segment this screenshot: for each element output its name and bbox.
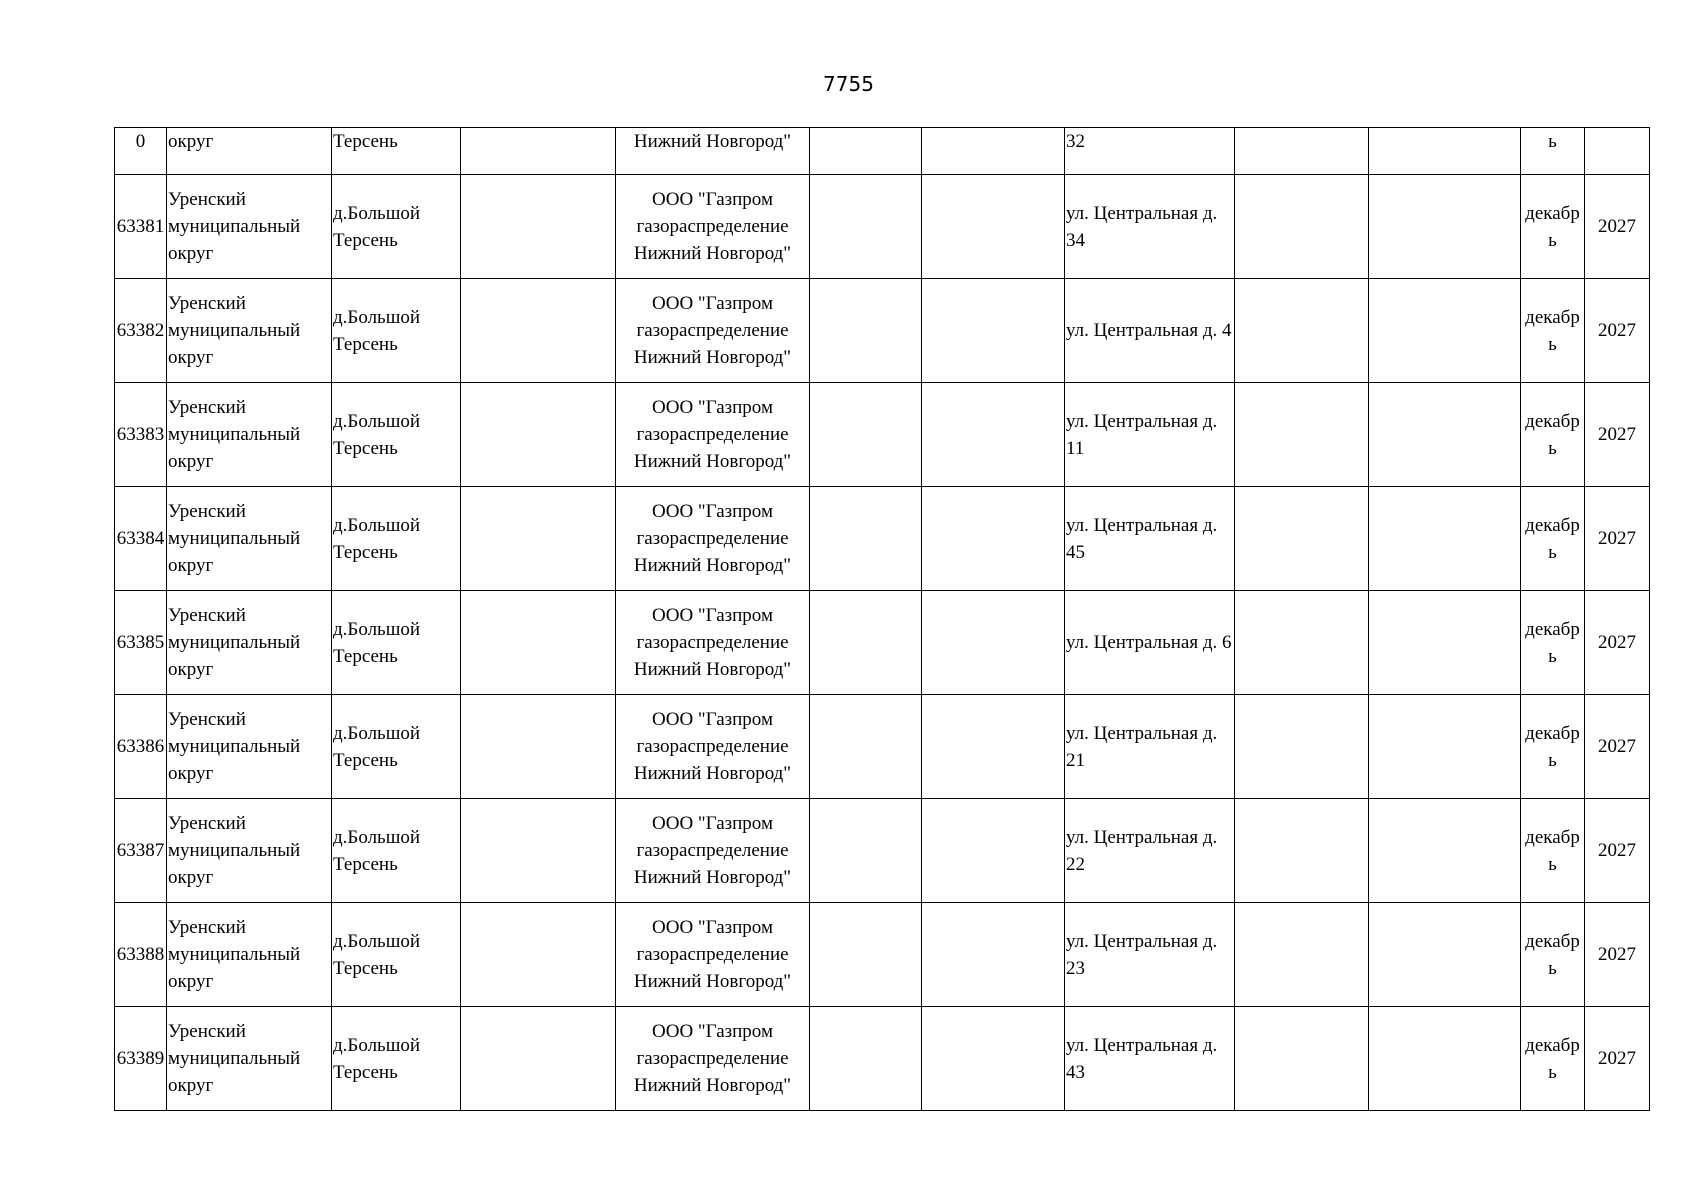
- empty-cell: [461, 1007, 616, 1111]
- empty-cell: [810, 383, 922, 487]
- year-cell: 2027: [1585, 383, 1650, 487]
- empty-cell: [810, 695, 922, 799]
- row-number-cell: 63387: [115, 799, 167, 903]
- table-row: [115, 279, 1650, 383]
- month-cell: декабрь: [1521, 383, 1585, 487]
- district-cell: Уренский муниципальный округ: [167, 799, 332, 903]
- empty-cell: [1235, 279, 1369, 383]
- empty-cell: [1235, 128, 1369, 175]
- empty-cell: [461, 695, 616, 799]
- year-cell: 2027: [1585, 591, 1650, 695]
- empty-cell: [461, 128, 616, 175]
- settlement-cell: д.Большой Терсень: [332, 799, 461, 903]
- table-row: [115, 128, 1650, 175]
- address-cell: ул. Центральная д. 21: [1065, 695, 1235, 799]
- organization-cell: ООО "Газпром газораспределение Нижний Новгород": [616, 383, 810, 487]
- empty-cell: [922, 175, 1065, 279]
- year-cell: 2027: [1585, 1007, 1650, 1111]
- organization-cell: ООО "Газпром газораспределение Нижний Новгород": [616, 279, 810, 383]
- month-cell: декабрь: [1521, 903, 1585, 1007]
- register-table: [114, 127, 1650, 1111]
- year-cell: 2027: [1585, 799, 1650, 903]
- organization-cell: ООО "Газпром газораспределение Нижний Новгород": [616, 1007, 810, 1111]
- page-number: 7755: [823, 72, 874, 96]
- empty-cell: [1235, 175, 1369, 279]
- month-cell: декабрь: [1521, 591, 1585, 695]
- address-cell: ул. Центральная д. 34: [1065, 175, 1235, 279]
- empty-cell: [922, 1007, 1065, 1111]
- settlement-cell: д.Большой Терсень: [332, 175, 461, 279]
- settlement-cell: Терсень: [332, 128, 461, 175]
- empty-cell: [922, 487, 1065, 591]
- year-cell: 2027: [1585, 487, 1650, 591]
- empty-cell: [810, 591, 922, 695]
- month-cell: декабрь: [1521, 279, 1585, 383]
- empty-cell: [461, 383, 616, 487]
- empty-cell: [1369, 1007, 1521, 1111]
- settlement-cell: д.Большой Терсень: [332, 695, 461, 799]
- empty-cell: [461, 487, 616, 591]
- table-row: [115, 1007, 1650, 1111]
- year-cell: 2027: [1585, 175, 1650, 279]
- year-cell: 2027: [1585, 903, 1650, 1007]
- empty-cell: [810, 487, 922, 591]
- district-cell: Уренский муниципальный округ: [167, 383, 332, 487]
- row-number-cell: 63382: [115, 279, 167, 383]
- table-row: [115, 175, 1650, 279]
- month-cell: декабрь: [1521, 799, 1585, 903]
- empty-cell: [1235, 591, 1369, 695]
- month-cell: декабрь: [1521, 695, 1585, 799]
- empty-cell: [1235, 1007, 1369, 1111]
- row-number-cell: 63389: [115, 1007, 167, 1111]
- empty-cell: [1369, 279, 1521, 383]
- row-number-cell: 63385: [115, 591, 167, 695]
- organization-cell: ООО "Газпром газораспределение Нижний Новгород": [616, 903, 810, 1007]
- empty-cell: [1369, 591, 1521, 695]
- row-number-cell: 0: [115, 128, 167, 175]
- row-number-cell: 63381: [115, 175, 167, 279]
- row-number-cell: 63386: [115, 695, 167, 799]
- district-cell: Уренский муниципальный округ: [167, 1007, 332, 1111]
- empty-cell: [1369, 383, 1521, 487]
- empty-cell: [810, 128, 922, 175]
- district-cell: Уренский муниципальный округ: [167, 279, 332, 383]
- table-row: [115, 903, 1650, 1007]
- empty-cell: [922, 128, 1065, 175]
- address-cell: ул. Центральная д. 43: [1065, 1007, 1235, 1111]
- address-cell: ул. Центральная д. 6: [1065, 591, 1235, 695]
- month-cell: декабрь: [1521, 487, 1585, 591]
- settlement-cell: д.Большой Терсень: [332, 487, 461, 591]
- empty-cell: [922, 591, 1065, 695]
- row-number-cell: 63388: [115, 903, 167, 1007]
- district-cell: Уренский муниципальный округ: [167, 175, 332, 279]
- empty-cell: [922, 279, 1065, 383]
- empty-cell: [461, 175, 616, 279]
- year-cell: 2027: [1585, 695, 1650, 799]
- organization-cell: Нижний Новгород": [616, 128, 810, 175]
- empty-cell: [1369, 175, 1521, 279]
- settlement-cell: д.Большой Терсень: [332, 591, 461, 695]
- district-cell: Уренский муниципальный округ: [167, 903, 332, 1007]
- organization-cell: ООО "Газпром газораспределение Нижний Новгород": [616, 591, 810, 695]
- district-cell: Уренский муниципальный округ: [167, 591, 332, 695]
- month-cell: ь: [1521, 128, 1585, 175]
- year-cell: 2027: [1585, 279, 1650, 383]
- table-row: [115, 487, 1650, 591]
- empty-cell: [1369, 903, 1521, 1007]
- district-cell: Уренский муниципальный округ: [167, 487, 332, 591]
- settlement-cell: д.Большой Терсень: [332, 1007, 461, 1111]
- empty-cell: [810, 279, 922, 383]
- empty-cell: [461, 799, 616, 903]
- empty-cell: [461, 903, 616, 1007]
- address-cell: ул. Центральная д. 45: [1065, 487, 1235, 591]
- empty-cell: [810, 903, 922, 1007]
- empty-cell: [922, 903, 1065, 1007]
- table-row: [115, 383, 1650, 487]
- empty-cell: [1369, 695, 1521, 799]
- settlement-cell: д.Большой Терсень: [332, 383, 461, 487]
- empty-cell: [1235, 799, 1369, 903]
- address-cell: ул. Центральная д. 11: [1065, 383, 1235, 487]
- settlement-cell: д.Большой Терсень: [332, 903, 461, 1007]
- empty-cell: [1369, 128, 1521, 175]
- table-row: [115, 799, 1650, 903]
- month-cell: декабрь: [1521, 175, 1585, 279]
- district-cell: округ: [167, 128, 332, 175]
- empty-cell: [922, 695, 1065, 799]
- empty-cell: [922, 799, 1065, 903]
- empty-cell: [810, 1007, 922, 1111]
- empty-cell: [461, 279, 616, 383]
- settlement-cell: д.Большой Терсень: [332, 279, 461, 383]
- empty-cell: [1235, 487, 1369, 591]
- year-cell: [1585, 128, 1650, 175]
- table-row: [115, 695, 1650, 799]
- address-cell: ул. Центральная д. 22: [1065, 799, 1235, 903]
- address-cell: 32: [1065, 128, 1235, 175]
- organization-cell: ООО "Газпром газораспределение Нижний Новгород": [616, 799, 810, 903]
- empty-cell: [1369, 799, 1521, 903]
- empty-cell: [1235, 903, 1369, 1007]
- empty-cell: [922, 383, 1065, 487]
- district-cell: Уренский муниципальный округ: [167, 695, 332, 799]
- address-cell: ул. Центральная д. 4: [1065, 279, 1235, 383]
- address-cell: ул. Центральная д. 23: [1065, 903, 1235, 1007]
- table-row: [115, 591, 1650, 695]
- organization-cell: ООО "Газпром газораспределение Нижний Новгород": [616, 695, 810, 799]
- organization-cell: ООО "Газпром газораспределение Нижний Новгород": [616, 487, 810, 591]
- empty-cell: [461, 591, 616, 695]
- empty-cell: [810, 175, 922, 279]
- row-number-cell: 63384: [115, 487, 167, 591]
- month-cell: декабрь: [1521, 1007, 1585, 1111]
- empty-cell: [1235, 383, 1369, 487]
- empty-cell: [1235, 695, 1369, 799]
- empty-cell: [1369, 487, 1521, 591]
- organization-cell: ООО "Газпром газораспределение Нижний Новгород": [616, 175, 810, 279]
- row-number-cell: 63383: [115, 383, 167, 487]
- empty-cell: [810, 799, 922, 903]
